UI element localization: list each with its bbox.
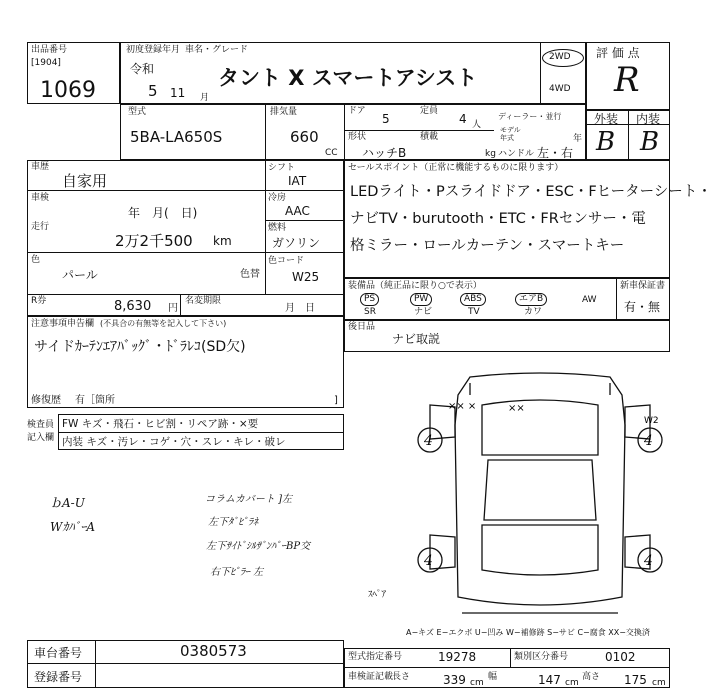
repair-value: 有［箇所 <box>75 395 115 406</box>
length: 339 <box>443 673 466 687</box>
handle-label: ハンドル <box>498 149 535 159</box>
mark-front-left: ×× × <box>448 401 477 412</box>
repair-label: 修復歴 <box>31 395 61 406</box>
notes-sub: (不具合の有無等を記入して下さい) <box>100 319 227 328</box>
height-label: 高さ <box>582 672 601 682</box>
km: km <box>213 234 232 248</box>
hand-left2: WｶﾊﾞｰA <box>50 520 96 534</box>
height-cm: cm <box>652 678 666 688</box>
recycle-fee: 8,630 <box>114 299 152 314</box>
door-label: ドア <box>348 106 366 116</box>
aftermarket-label: 後日品 <box>348 322 376 332</box>
mark-wheel-fr: 4 <box>644 433 653 449</box>
interior-value: B <box>640 127 660 157</box>
kg: kg <box>485 149 496 159</box>
score-label: 評 価 点 <box>596 46 640 60</box>
equip-ps: PS <box>360 293 379 306</box>
car-diagram <box>368 365 680 627</box>
car-name: タント X スマートアシスト <box>218 66 478 90</box>
shift-label: シフト <box>268 163 296 173</box>
color-code: W25 <box>292 270 320 284</box>
fuel-label: 燃料 <box>268 223 287 233</box>
model: 5BA-LA650S <box>130 128 223 146</box>
hand-mid3: 左下ｻｲﾄﾞｼﾙｻﾞﾝﾊﾟｰBP交 <box>206 541 311 552</box>
category-label: 類別区分番号 <box>514 652 569 662</box>
name-change-value: 月 日 <box>285 303 315 314</box>
registration-label: 登録番号 <box>34 670 83 684</box>
color: パール <box>62 268 98 282</box>
category: 0102 <box>605 650 636 664</box>
mark-w2: W2 <box>644 416 659 426</box>
hand-mid4: 右下ﾋﾟﾗｰ 左 <box>210 567 264 578</box>
selling-line2: ナビTV・burutooth・ETC・FRセンサー・電 <box>350 211 646 227</box>
interior-label: 内装 <box>636 112 661 126</box>
chassis-label: 車台番号 <box>34 646 83 660</box>
displacement: 660 <box>290 128 319 146</box>
designation-label: 型式指定番号 <box>348 652 403 662</box>
score-value: R <box>614 60 640 100</box>
height: 175 <box>624 673 647 687</box>
drive-2wd: 2WD <box>549 52 571 62</box>
new-warranty-label: 新車保証書 <box>620 281 666 291</box>
handle: 左・右 <box>537 146 574 160</box>
car-label: 車名・グレード <box>185 45 249 55</box>
notes-label: 注意事項申告欄 <box>31 319 95 329</box>
selling-line3: 格ミラー・ロールカーテン・スマートキー <box>350 238 625 254</box>
inspector-label2: 記入欄 <box>27 433 55 443</box>
width-cm: cm <box>565 678 579 688</box>
name-change-label: 名変期限 <box>185 296 222 306</box>
mark-spare: ｽﾍﾟｱ <box>368 590 387 600</box>
mileage: 2万2千500 <box>115 232 193 250</box>
mark-wheel-rl: 4 <box>424 553 433 569</box>
reg-label: 初度登録年月 <box>126 45 181 55</box>
selling-label: セールスポイント（正常に機能するものに限ります） <box>348 163 564 173</box>
capacity: 4 <box>459 112 467 126</box>
aftermarket-value: ナビ取説 <box>392 332 441 346</box>
length-label: 長さ <box>392 672 411 682</box>
color-change-label: 色替 <box>240 269 260 280</box>
model-label: 型式 <box>128 107 147 117</box>
color-label: 色 <box>31 255 41 265</box>
equip-tv: TV <box>468 307 480 317</box>
inspection-value: 年 月( 日) <box>128 206 198 220</box>
load-label: 積載 <box>420 132 439 142</box>
legend: A−キズ E−エクボ U−凹み W−補修跡 S−サビ C−腐食 XX−交換済 <box>406 628 650 637</box>
capacity-unit: 人 <box>472 120 482 130</box>
equip-navi: ナビ <box>414 307 433 317</box>
mark-front-right: ×× <box>508 403 525 414</box>
type-label: 車歴 <box>31 162 50 172</box>
equipment-label: 装備品（純正品に限り○で表示） <box>348 281 482 291</box>
equip-aw: AW <box>582 295 597 305</box>
mark-wheel-rr: 4 <box>644 553 653 569</box>
inspection-label: 車検 <box>31 193 50 203</box>
model-year-label: モデル年式 <box>500 126 521 142</box>
inspector-line1: FW キズ・飛石・ヒビ割・リペア跡・×要 <box>62 418 259 430</box>
equip-sr: SR <box>364 307 376 317</box>
equip-leather: カワ <box>524 307 543 317</box>
dimensions-label: 車検証記載 <box>348 672 394 682</box>
designation: 19278 <box>438 650 477 664</box>
exterior-value: B <box>596 127 616 157</box>
dealer-label: ディーラー・並行 <box>498 112 562 121</box>
doors: 5 <box>382 112 390 126</box>
drive-4wd: 4WD <box>549 84 571 94</box>
notes-text: サイドｶｰﾃﾝｴｱﾊﾞｯｸﾞ・ﾄﾞﾗﾚｺ(SD欠) <box>34 339 246 355</box>
color-code-label: 色コード <box>268 256 305 266</box>
equip-pw: PW <box>410 293 432 306</box>
length-cm: cm <box>470 678 484 688</box>
yen: 円 <box>168 303 178 314</box>
warranty-value: 有・無 <box>624 300 661 314</box>
shape-label: 形状 <box>348 132 367 142</box>
recycle-label: R券 <box>31 296 47 306</box>
displacement-label: 排気量 <box>270 107 298 117</box>
fuel: ガソリン <box>272 236 321 250</box>
inspector-line2: 内装 キズ・汚レ・コゲ・穴・スレ・キレ・破レ <box>62 436 286 448</box>
type: 自家用 <box>62 172 108 190</box>
era: 令和 <box>130 62 155 76</box>
year-unit: 年 <box>573 134 583 144</box>
equip-airbag: エアB <box>515 293 547 306</box>
lot-label: 出品番号 <box>31 45 68 55</box>
selling-line1: LEDライト・Pスライドドア・ESC・Fヒーターシート・ <box>350 184 712 200</box>
mileage-label: 走行 <box>31 222 50 232</box>
shift: IAT <box>288 174 307 188</box>
hand-mid2: 左下ﾀﾞﾋﾟﾗﾈ <box>208 517 258 528</box>
ac-label: 冷房 <box>268 193 287 203</box>
equip-abs: ABS <box>460 293 486 306</box>
lot-sub: [1904] <box>31 58 61 68</box>
mark-wheel-fl: 4 <box>424 433 433 449</box>
reg-month-unit: 月 <box>200 93 210 103</box>
cc: CC <box>325 148 338 158</box>
chassis-number: 0380573 <box>180 642 247 660</box>
capacity-label: 定員 <box>420 106 439 116</box>
reg-year: 5 <box>148 82 158 100</box>
inspector-label1: 検査員 <box>27 420 55 430</box>
lot-number: 1069 <box>40 78 96 103</box>
repair-bracket-close: ] <box>334 395 338 406</box>
exterior-label: 外装 <box>594 112 619 126</box>
reg-month: 11 <box>170 86 186 100</box>
shape: ハッチB <box>362 146 407 160</box>
width-label: 幅 <box>488 672 498 682</box>
ac: AAC <box>285 204 310 218</box>
hand-mid1: コラムカバート ]左 <box>205 494 292 505</box>
width: 147 <box>538 673 561 687</box>
hand-left1: ｂA-U <box>50 496 85 510</box>
